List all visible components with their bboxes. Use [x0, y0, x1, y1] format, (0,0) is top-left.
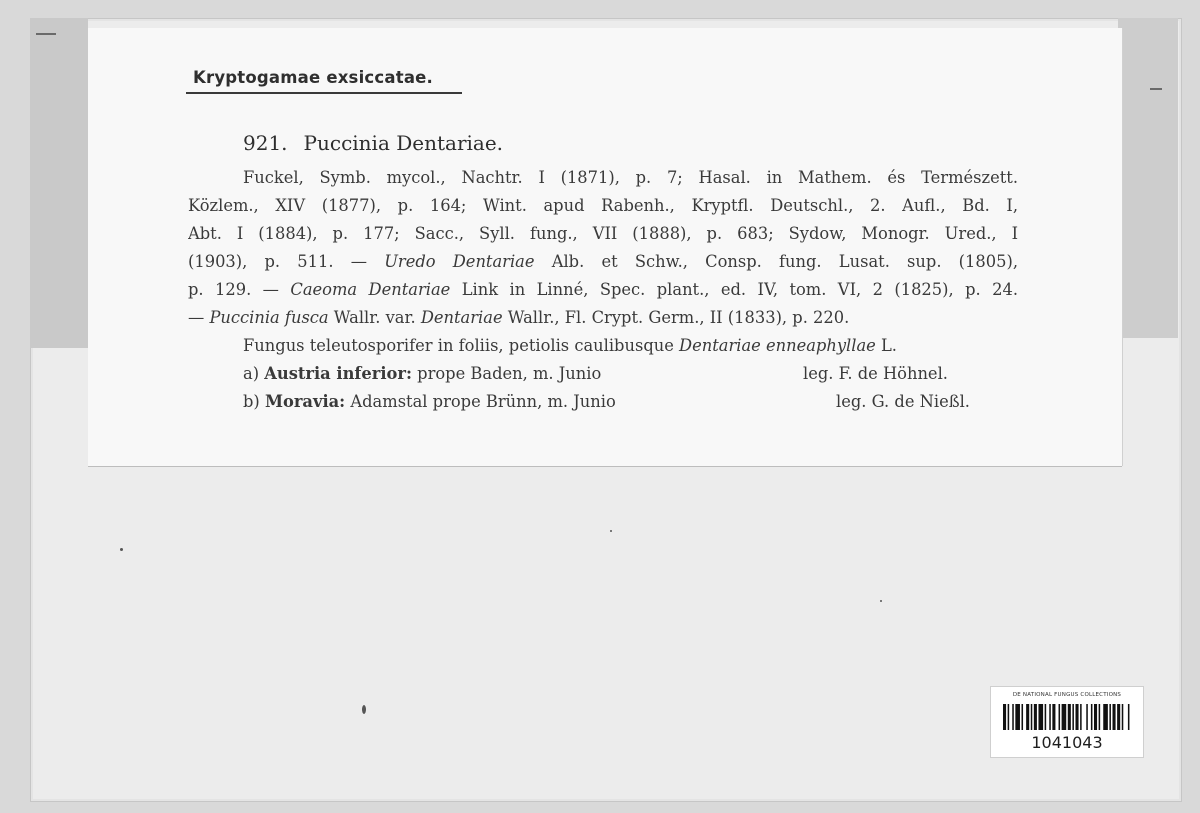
collector-b: leg. G. de Nießl.	[836, 392, 970, 411]
locality-region: Moravia:	[264, 392, 346, 411]
barcode-bar	[1012, 704, 1014, 730]
tick-mark	[1150, 88, 1162, 90]
barcode-bar	[1099, 704, 1101, 730]
barcode-bar	[1038, 704, 1043, 730]
citation-line	[188, 252, 1018, 271]
citation-text: Abt. I (1884), p. 177; Sacc., Syll. fung., VII (1888), p. 683; Sydow, Monogr. Ured., I	[188, 224, 1018, 243]
barcode-bar	[1062, 704, 1067, 730]
species-title	[243, 131, 503, 155]
barcode-bar	[1026, 704, 1029, 730]
sheet-shadow-right	[1118, 18, 1178, 338]
citation-line	[188, 280, 1018, 299]
barcode-bar	[1034, 704, 1037, 730]
locality-region: Austria inferior:	[264, 364, 412, 383]
host-line	[243, 336, 897, 355]
barcode-label	[990, 686, 1144, 758]
citation-text: p. 129. —	[188, 280, 291, 299]
barcode-bar	[1003, 704, 1006, 730]
host-text: Fungus teleutosporifer in foliis, petiolis caulibusque	[243, 336, 680, 355]
paper-speck	[120, 548, 123, 551]
citation-text: Wallr., Fl. Crypt. Germ., II (1833), p. 220.	[502, 308, 850, 327]
exsiccata-number: 921.	[243, 131, 288, 155]
locality-row-a	[243, 364, 601, 383]
barcode-bar	[1072, 704, 1074, 730]
locality-letter: b)	[243, 392, 260, 411]
barcode-number: 1041043	[1031, 733, 1103, 752]
citation-text: Fuckel, Symb. mycol., Nachtr. I (1871), p. 7; Hasal. in Mathem. és Természett.	[243, 168, 1018, 187]
barcode-bar	[1091, 704, 1093, 730]
species-name: Puccinia Dentariae.	[303, 131, 504, 155]
barcode-bar	[1117, 704, 1120, 730]
citation-text: Wallr. var.	[328, 308, 421, 327]
collector-a: leg. F. de Höhnel.	[803, 364, 948, 383]
header-underline	[186, 92, 462, 94]
locality-place: Adamstal prope Brünn, m. Junio	[345, 392, 616, 411]
barcode-bar	[1008, 704, 1010, 730]
tick-mark	[36, 33, 56, 35]
barcode-bar	[1103, 704, 1108, 730]
citation-line	[188, 308, 988, 327]
citation-taxon: Caeoma Dentariae	[290, 280, 451, 299]
barcode-bar	[1109, 704, 1111, 730]
barcode-bar	[1068, 704, 1071, 730]
host-suffix: L.	[875, 336, 897, 355]
citation-text: Link in Linné, Spec. plant., ed. IV, tom. VI, 2 (1825), p. 24.	[450, 280, 1018, 299]
barcode-bar	[1122, 704, 1124, 730]
barcode-bar	[1112, 704, 1115, 730]
host-plant-name: Dentariae enneaphyllae	[679, 336, 876, 355]
citation-taxon: Puccinia fusca	[209, 308, 329, 327]
specimen-label	[88, 28, 1122, 466]
citation-line	[188, 224, 1018, 243]
citation-text: (1903), p. 511. —	[188, 252, 385, 271]
paper-speck	[880, 600, 882, 602]
barcode-bar	[1128, 704, 1130, 730]
citation-line	[243, 168, 1018, 187]
barcode-bar	[1045, 704, 1047, 730]
barcode-bar	[1094, 704, 1097, 730]
barcode-bar	[1075, 704, 1078, 730]
citation-text: Alb. et Schw., Consp. fung. Lusat. sup. (1805),	[534, 252, 1018, 271]
citation-text: Közlem., XIV (1877), p. 164; Wint. apud Rabenh., Kryptfl. Deutschl., 2. Aufl., Bd. I,	[188, 196, 1018, 215]
barcode-bar	[1059, 704, 1061, 730]
barcode-bar	[1086, 704, 1088, 730]
barcode-bar	[1052, 704, 1055, 730]
barcode-caption: DE NATIONAL FUNGUS COLLECTIONS	[1012, 692, 1122, 698]
collection-header: Kryptogamae exsiccatae.	[193, 68, 434, 87]
barcode-bar	[1015, 704, 1020, 730]
barcode-bar	[1022, 704, 1024, 730]
locality-row-b	[243, 392, 616, 411]
locality-place: prope Baden, m. Junio	[411, 364, 602, 383]
paper-speck	[362, 705, 366, 714]
barcode-bar	[1049, 704, 1051, 730]
paper-speck	[610, 530, 612, 532]
citation-taxon: Dentariae	[420, 308, 503, 327]
locality-letter: a)	[243, 364, 260, 383]
citation-text: —	[188, 308, 210, 327]
sheet-shadow-left	[30, 18, 88, 348]
barcode-bar	[1031, 704, 1033, 730]
barcode-bar	[1080, 704, 1082, 730]
citation-taxon: Uredo Dentariae	[384, 252, 535, 271]
citation-line	[188, 196, 1018, 215]
barcode-bars	[1003, 704, 1131, 730]
